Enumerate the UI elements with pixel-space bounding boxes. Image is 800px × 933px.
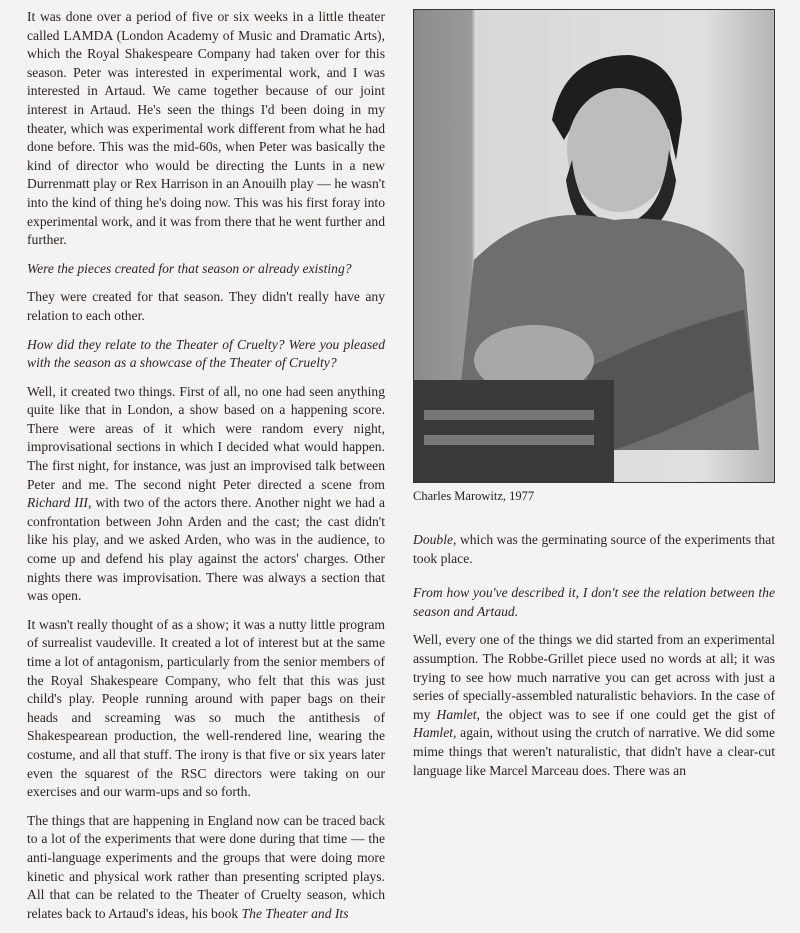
book-title: Double, [413,532,457,547]
typewriter-keys [424,435,594,445]
book-title: The Theater and Its [241,905,349,921]
answer-paragraph [27,383,385,606]
text-run: Well, it created two things. First of all, no one had seen anything quite like that in London, a show based on a happening score. There were areas of it which were random every night, improvisational sections in which I decided what would happen. The first night, for instance, was just an improvised talk between Peter and me. The second night Peter directed a scene from [27,383,385,492]
left-column [27,8,385,933]
play-title: Hamlet, [413,725,457,741]
text-run: again, without using the crutch of narrative. We did some mime things that weren't naturalistic, that didn't have a clear-cut language like Marcel Marceau does. There was an [413,725,775,778]
photo-caption: Charles Marowitz, 1977 [413,489,535,503]
right-column [413,531,775,790]
answer-paragraph [413,531,775,568]
text-run: Well, every one of the things we did started from an experimental assumption. The Robbe-Grillet piece used no words at all; it was trying to see how much narrative you can get across with just a series of specially-assembled naturalistic behaviors. In the case of my [413,632,775,722]
answer-paragraph [27,812,385,924]
text-run: with two of the actors there. Another night we had a confrontation between John Arden and the cast; the cast didn't like his play, and we asked Arden, who was in the audience, to come up and defend his play against the actors' charges. Other nights there was improvisation. There was always a section that was open. [27,495,385,604]
text-run: The things that are happening in England now can be traced back to a lot of the experiments that were done during that time — the anti-language experiments and the groups that were doing more kinetic and physical work rather than presenting scripted plays. All that can be related to the Theater of Cruelty season, which relates back to Artaud's ideas, his book [27,812,385,921]
answer-paragraph: It wasn't really thought of as a show; it was a nutty little program of surrealist vaudeville. It created a lot of interest but at the same time a lot of antagonism, particularly from the senior members of the Royal Shakespeare Company, who felt that this was just child's play. People running around with paper bags on their heads and screaming was so much the antithesis of Shakespearean production, the well-rendered line, wearing the costume, and all that stuff. The irony is that five or six years later even the squarest of the RSC directors were taking on our exercises and our warm-ups and so forth. [27,616,385,800]
portrait-illustration [414,10,774,482]
text-run: the object was to see if one could get the gist of [479,706,775,722]
interview-question: Were the pieces created for that season or already existing? [27,260,352,276]
portrait-photo [413,9,775,483]
answer-paragraph: It was done over a period of five or six weeks in a little theater called LAMDA (London Academy of Music and Dramatic Arts), which the Royal Shakespeare Company had taken over for this season. Peter was interested in experimental work, and I was interested in Artaud. We came together because of our joint interest in Artaud. He's seen the things I'd been doing in my theater, which was experimental work different from what he had done before. This was the mid-60s, when Peter was basically the kind of director who would be directing the Lunts in a new Durrenmatt play or Rex Harrison in an Anouilh play — he wasn't into the kind of thing he's doing now. This was his first foray into experimental work, and it was from there that he went further and further. [27,9,385,248]
text-run: which was the germinating source of the experiments that took place. [413,532,775,566]
answer-paragraph: They were created for that season. They didn't really have any relation to each other. [27,289,385,323]
play-title: Hamlet, [436,706,480,722]
interview-question: From how you've described it, I don't see the relation between the season and Artaud. [413,585,775,619]
face-shape [567,88,671,212]
typewriter-keys [424,410,594,420]
play-title: Richard III, [27,495,92,511]
interview-question: How did they relate to the Theater of Cruelty? Were you pleased with the season as a showcase of the Theater of Cruelty? [27,336,385,371]
typewriter-shape [414,380,614,482]
